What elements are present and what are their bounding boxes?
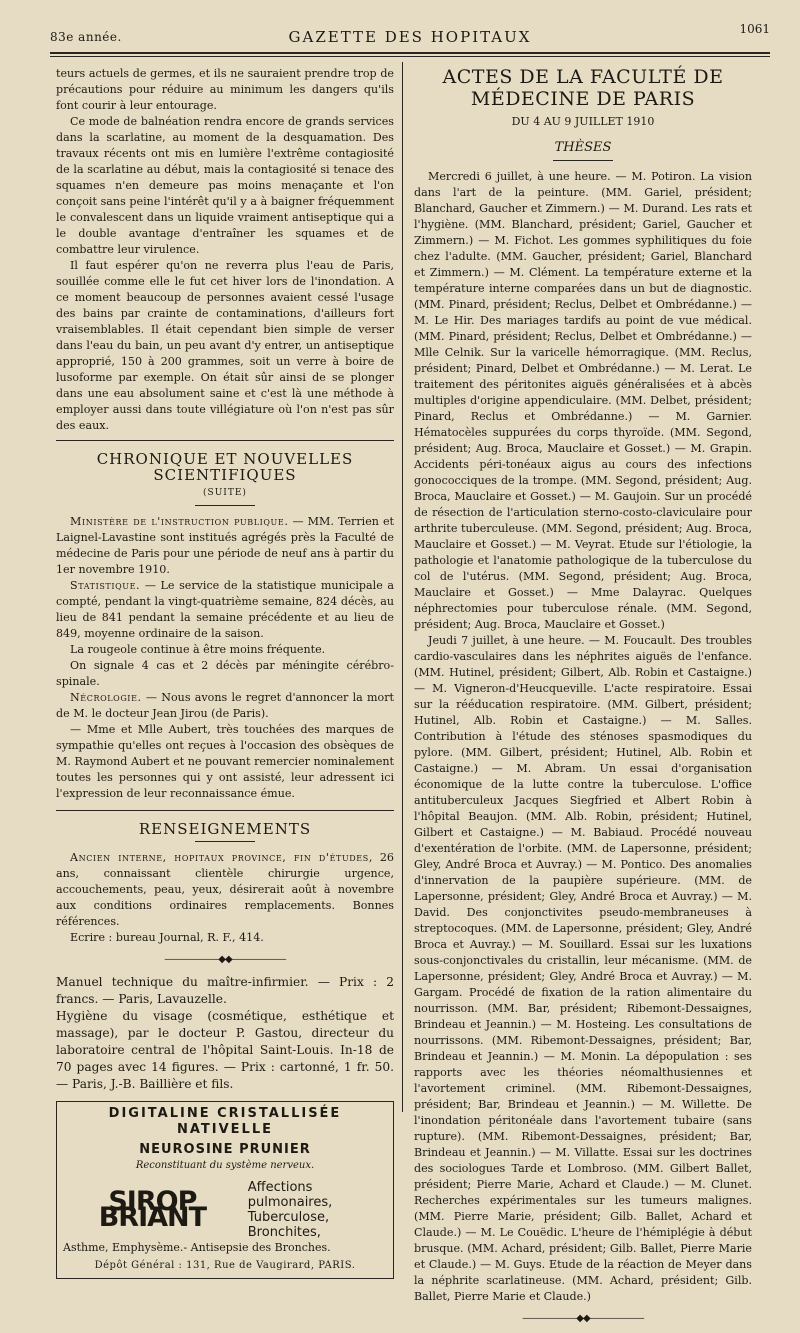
article-paragraph: teurs actuels de germes, et ils ne sauraient prendre trop de précautions pour réduire au minimum les dangers qu'ils font courir à leur entourage. <box>56 67 394 112</box>
advertisement-box <box>56 1101 394 1279</box>
divider <box>195 505 255 506</box>
article-paragraph: Il faut espérer qu'on ne reverra plus l'eau de Paris, souillée comme elle le fut cet hiver lors de l'inondation. A ce moment beaucoup de personnes avaient cessé l'usage des bains par crainte de contaminations, d'ailleurs fort vraisemblables. Il était cependant bien simple de verser dans l'eau du bain, un peu avant d'y entrer, un antiseptique approprié, 150 à 200 grammes, soit un verre à boire de lusoforme par exemple. On était sûr ainsi de se plonger dans une eau absolument saine et c'est là une méthode à employer aussi dans toute villégiature où l'on n'est pas sûr des eaux. <box>56 259 394 432</box>
faculty-dates: DU 4 AU 9 JUILLET 1910 <box>511 115 655 128</box>
news-item: — Mme et Mlle Aubert, très touchées des marques de sympathie qu'elles ont reçues à l'occasion des obsèques de M. Raymond Aubert et ne pouvant remercier nominalement toutes les personnes qui y ont assisté, leur adressent ici l'expression de leur reconnaissance émue. <box>56 723 394 800</box>
news-item: On signale 4 cas et 2 décès par méningite cérébro-spinale. <box>56 659 394 688</box>
neurosine-subtitle: Reconstituant du système nerveux. <box>135 1160 315 1171</box>
sirop-ad <box>63 1180 387 1240</box>
chronique-subtitle: (SUITE) <box>203 488 247 498</box>
left-column <box>56 66 394 1279</box>
divider <box>195 841 255 842</box>
faculty-title: ACTES DE LA FACULTÉ DE MÉDECINE DE PARIS <box>442 66 724 110</box>
chronique-section <box>56 440 394 811</box>
book-notice: Hygiène du visage (cosmétique, esthétique et massage), par le docteur P. Gastou, directeur du laboratoire central de l'hôpital Saint-Louis. In-18 de 70 pages avec 14 figures. — Prix : cartonné, 1 fr. 50. — Paris, J.-B. Baillière et fils. <box>56 1009 394 1091</box>
sirop-address: Dépôt Général : 131, Rue de Vaugirard, PARIS. <box>94 1260 356 1271</box>
theses-thursday: Jeudi 7 juillet, à une heure. — M. Foucault. Des troubles cardio-vasculaires dans les néphrites aiguës de l'enfance. (MM. Hutinel, président; Gilbert, Alb. Robin et Castaigne.) — M. Vigneron-d'Heucqueville. L'acte respiratoire. Essai sur la rééducation respiratoire. (MM. Gilbert, président; Hutinel, Alb. Robin et Castaigne.) — M. Salles. Contribution à l'étude des sténoses spasmodiques du pylore. (MM. Gilbert, président; Hutinel, Alb. Robin et Castaigne.) — M. Abram. Un essai d'organisation économique de la lutte contre la tuberculose. L'office antituberculeux Jacques Siegfried et Albert Robin à l'hôpital Beaujon. (MM. Alb. Robin, président; Hutinel, Gilbert et Castaigne.) — M. Babiaud. Procédé nouveau d'exentération de l'orbite. (MM. de Lapersonne, président; Gley, André Broca et Auvray.) — M. Pontico. Des anomalies d'innervation de la paupière supérieure. (MM. de Lapersonne, président; Gley, André Broca et Auvray.) — M. David. Des conjonctivites pseudo-membraneuses à streptocoques. (MM. de Lapersonne, président; Gley, André Broca et Auvray.) — M. Souillard. Essai sur les luxations sous-conjonctivales du cristallin, leur mécanisme. (MM. de Lapersonne, président; Gley, André Broca et Auvray.) — M. Gargam. Procédé de fixation de la ration alimentaire du nourrisson. (MM. Bar, président; Ribemont-Dessaignes, Brindeau et Jeannin.) — M. Hosteing. Les consultations de nourrissons. (MM. Ribemont-Dessaignes, président; Bar, Brindeau et Jeannin.) — M. Monin. La dépopulation : ses rapports avec les théories néomalthusiennes et l'avortement criminel. (MM. Ribemont-Dessaignes, président; Bar, Brindeau et Jeannin.) — M. Willette. De l'inondation péritonéale dans l'avortement tubaire (sans rupture). (MM. Ribemont-Dessaignes, président; Bar, Brindeau et Jeannin.) — M. Villatte. Essai sur les doctrines des sociologues Tarde et Lombroso. (MM. Gilbert Ballet, président; Pierre Marie, Achard et Claude.) — M. Clunet. Recherches expérimentales sur les tumeurs malignes. (MM. Pierre Marie, président; Gilb. Ballet, Achard et Claude.) — M. Le Couëdic. L'heure de l'hémiplégie à début brusque. (MM. Achard, président; Gilb. Ballet, Pierre Marie et Claude.) — M. Guys. Etude de la réaction de Meyer dans la néphrite scarlatineuse. (MM. Achard, président; Gilb. Ballet, Pierre Marie et Claude.) <box>414 634 752 1303</box>
renseignements-section <box>56 821 394 968</box>
ornament-divider: ——————◆◆—————— <box>522 1313 644 1324</box>
neurosine-ad: NEUROSINE PRUNIER <box>139 1142 311 1157</box>
divider <box>553 160 613 161</box>
book-notice: Manuel technique du maître-infirmier. — Prix : 2 francs. — Paris, Lavauzelle. <box>56 975 394 1006</box>
sirop-indications: Affections pulmonaires, Tuberculose, Bronchites, <box>247 1180 333 1240</box>
news-item: Nécrologie. — Nous avons le regret d'annoncer la mort de M. le docteur Jean Jirou (de Paris). <box>56 691 394 720</box>
ornament-divider: ——————◆◆—————— <box>164 954 286 965</box>
news-item: Ministère de l'instruction publique. — MM. Terrien et Laignel-Lavastine sont institués agrégés près la Faculté de médecine de Paris pour une période de neuf ans à partir du 1er novembre 1910. <box>56 515 394 576</box>
chronique-title: CHRONIQUE ET NOUVELLES SCIENTIFIQUES <box>96 450 354 484</box>
page-header <box>50 18 770 48</box>
digitaline-ad: DIGITALINE CRISTALLISÉE NATIVELLE <box>108 1106 342 1137</box>
column-divider <box>402 62 403 1112</box>
classified-ad: Ancien interne, hopitaux province, fin d'études, 26 ans, connaissant clientèle chirurgie urgence, accouchements, peau, yeux, désirerait août à novembre aux conditions ordinaires remplacements. Bonnes références. <box>56 851 394 928</box>
sirop-indications-2: Asthme, Emphysème.- Antisepsie des Bronches. <box>63 1241 331 1254</box>
renseignements-title: RENSEIGNEMENTS <box>138 820 312 838</box>
news-item: La rougeole continue à être moins fréquente. <box>70 643 326 656</box>
page-number: 1061 <box>739 22 770 36</box>
journal-title: GAZETTE DES HOPITAUX <box>288 28 532 46</box>
header-rule <box>50 52 770 57</box>
theses-heading: THÈSES <box>554 140 612 155</box>
right-column <box>414 66 752 1333</box>
theses-wednesday: Mercredi 6 juillet, à une heure. — M. Potiron. La vision dans l'art de la peinture. (MM. Gariel, président; Blanchard, Gaucher et Zimmern.) — M. Durand. Les rats et l'hygiène. (MM. Blanchard, président; Gariel, Gaucher et Zimmern.) — M. Fichot. Les gommes syphilitiques du foie chez l'adulte. (MM. Gaucher, président; Gariel, Blanchard et Zimmern.) — M. Clément. La température externe et la température interne comparées dans un but de diagnostic. (MM. Pinard, président; Reclus, Delbet et Ombrédanne.) — M. Le Hir. Des mariages tardifs au point de vue médical. (MM. Pinard, président; Reclus, Delbet et Ombrédanne.) — Mlle Celnik. Sur la varicelle hémorragique. (MM. Reclus, président; Pinard, Delbet et Ombrédanne.) — M. Lerat. Le traitement des péritonites aiguës généralisées et à abcès multiples d'origine appendiculaire. (MM. Delbet, président; Pinard, Reclus et Ombrédanne.) — M. Garnier. Hématocèles suppurées du corps thyroïde. (MM. Segond, président; Aug. Broca, Mauclaire et Gosset.) — M. Grapin. Accidents péri-tonéaux aigus au cours des infections gonococciques de la trompe. (MM. Segond, président; Aug. Broca, Mauclaire et Gosset.) — M. Gaujoin. Sur un procédé de résection de l'articulation sterno-costo-claviculaire pour arthrite tuberculeuse. (MM. Segond, président; Aug. Broca, Mauclaire et Gosset.) — M. Veyrat. Etude sur l'étiologie, la pathologie et l'anatomie pathologique de la tuberculose du col de l'utérus. (MM. Segond, président; Aug. Broca, Mauclaire et Gosset.) — Mme Dalayrac. Quelques néphrectomies pour tuberculose rénale. (MM. Segond, président; Aug. Broca, Mauclaire et Gosset.) <box>414 170 752 631</box>
article-paragraph: Ce mode de balnéation rendra encore de grands services dans la scarlatine, au moment de la desquamation. Des travaux récents ont mis en lumière l'extrême contagiosité de la scarlatine au début, mais la contagiosité si tenace des squames n'en demeure pas moins menaçante et l'on conçoit sans peine l'intérêt qu'il y a à baigner fréquemment le convalescent dans un liquide vraiment antiseptique qui a le double avantage d'entraîner les squames et de combattre leur virulence. <box>56 115 394 256</box>
news-item: Statistique. — Le service de la statistique municipale a compté, pendant la vingt-quatrième semaine, 824 décès, au lieu de 841 pendant la semaine précédente et au lieu de 849, moyenne ordinaire de la saison. <box>56 579 394 640</box>
year-label: 83e année. <box>50 30 122 44</box>
sirop-name: SIROP BRIANT <box>98 1186 207 1233</box>
classified-address: Ecrire : bureau Journal, R. F., 414. <box>70 931 264 944</box>
